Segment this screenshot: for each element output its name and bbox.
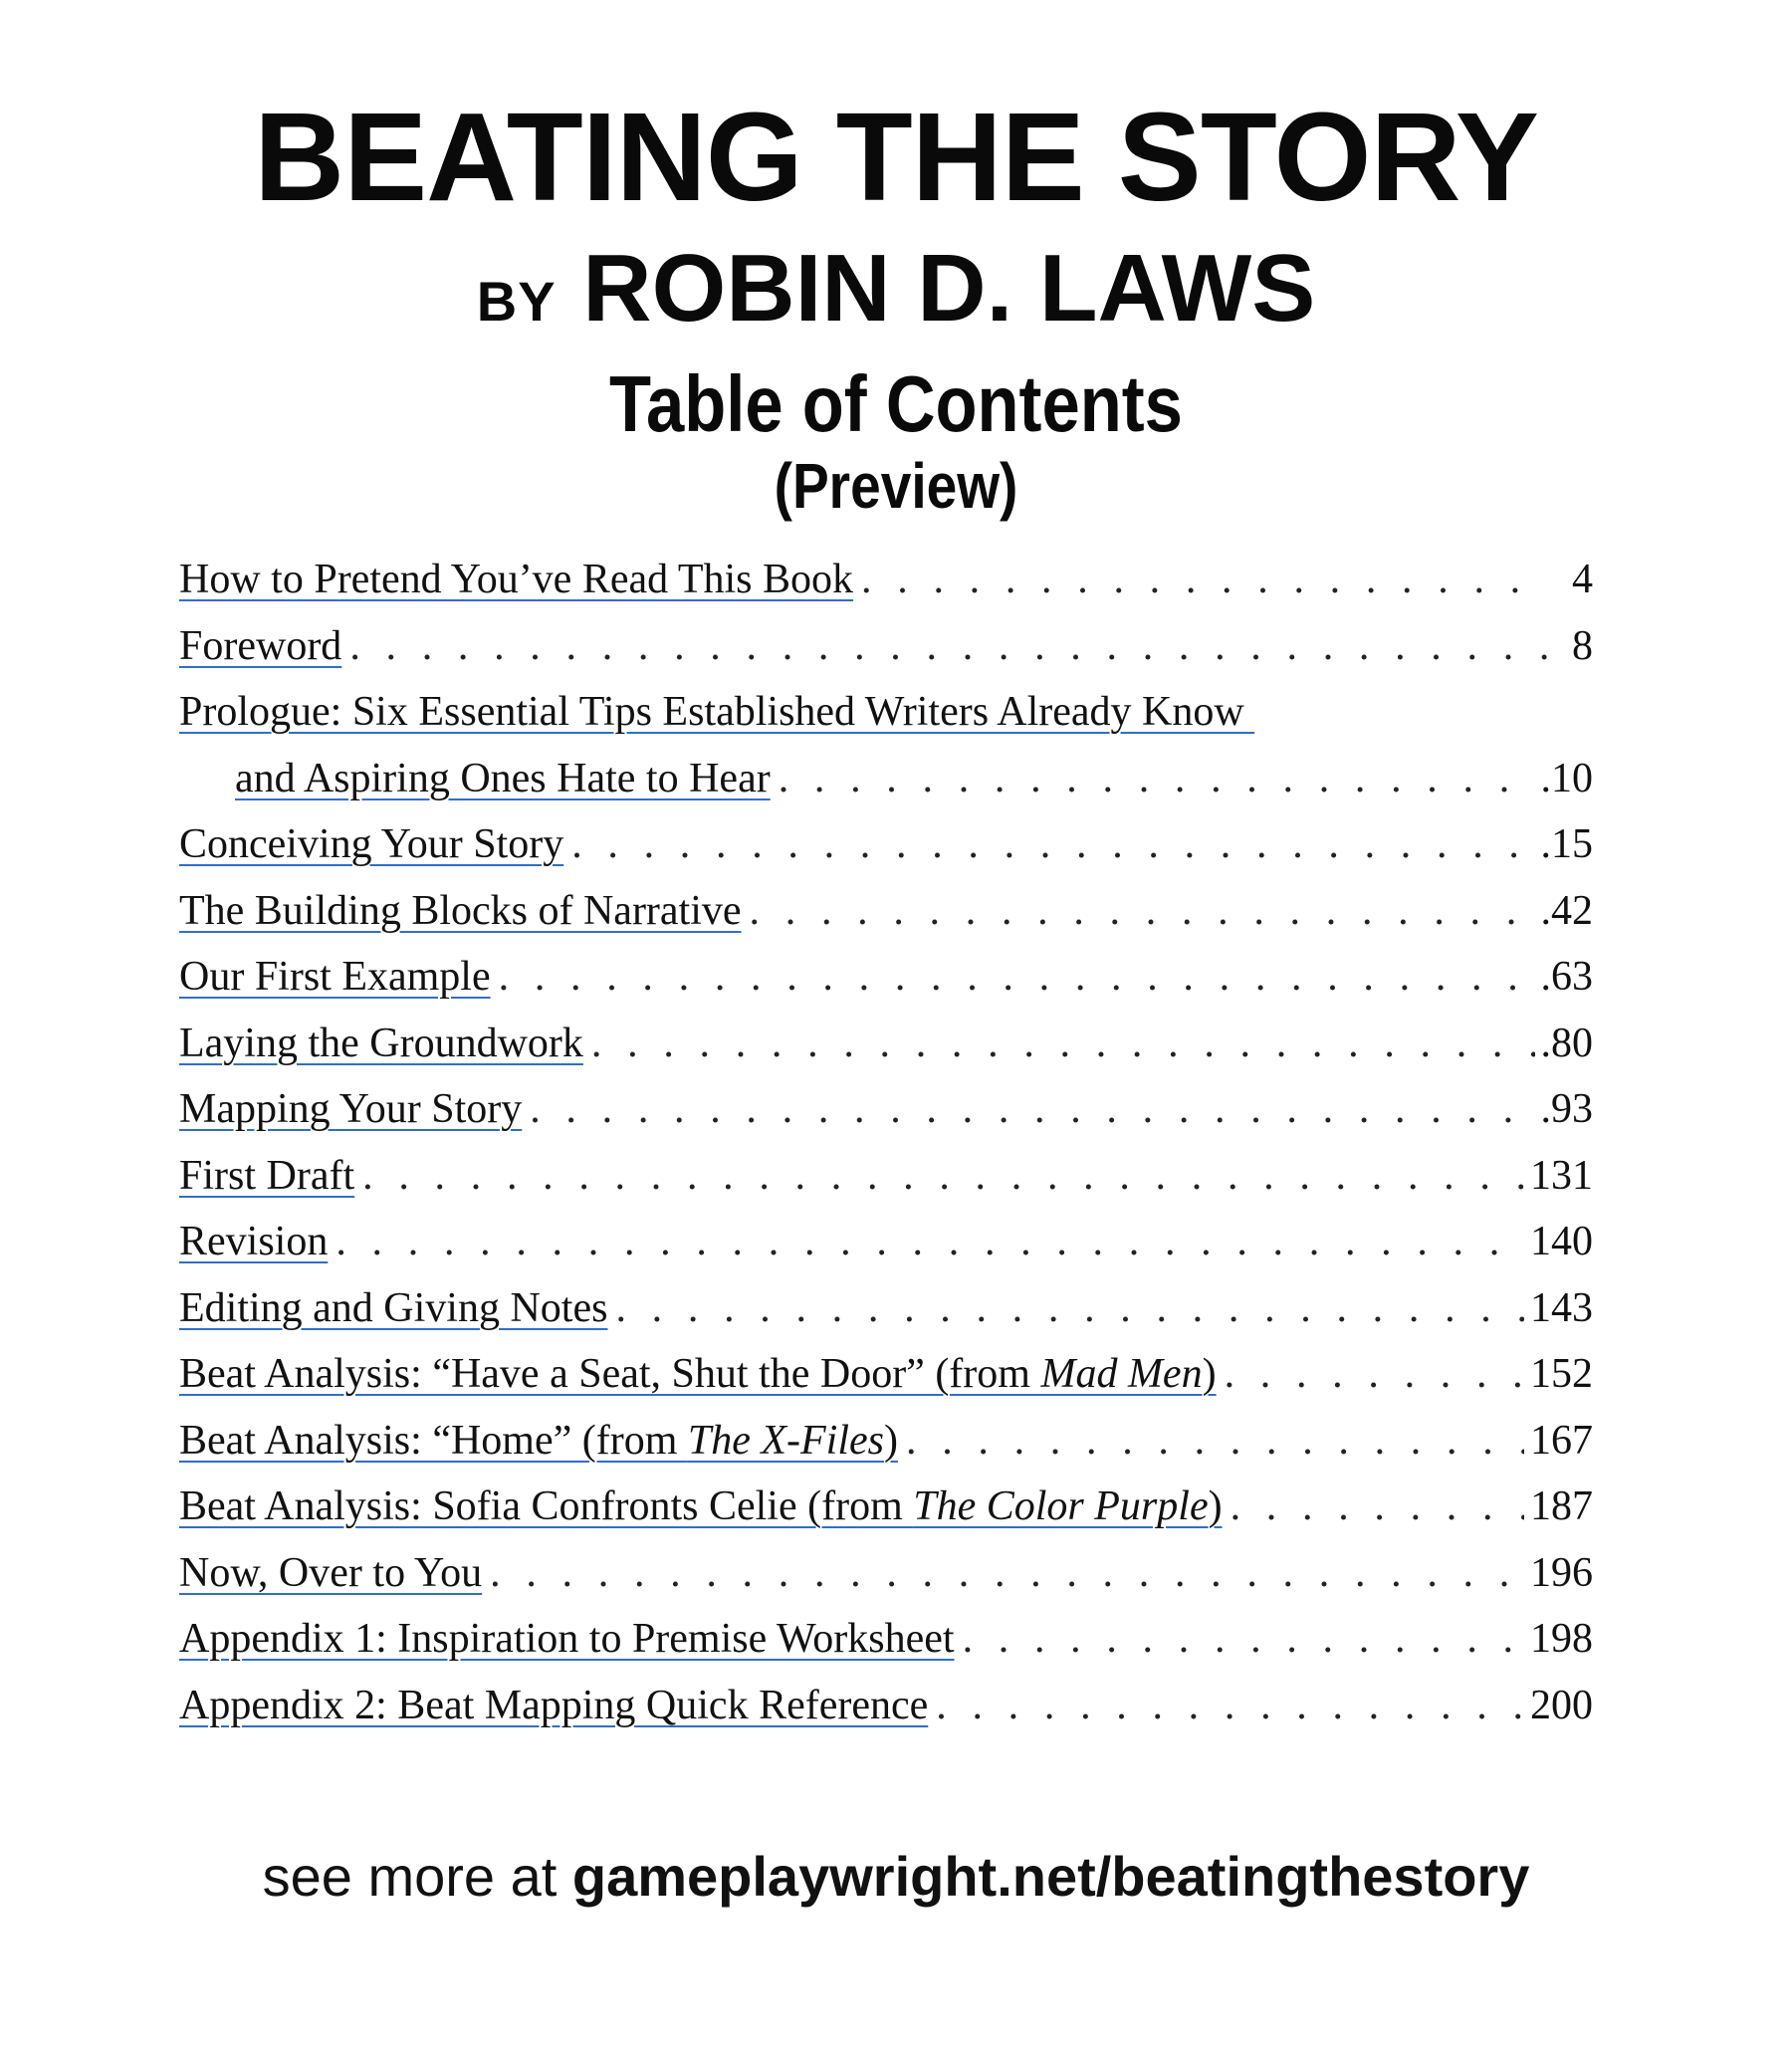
toc-entry (179, 1218, 1593, 1284)
toc-entry (179, 953, 1593, 1020)
toc-link[interactable]: Editing and Giving Notes (179, 1284, 608, 1331)
dot-leader (1225, 1350, 1524, 1398)
toc-page-number: 4 (1572, 557, 1593, 602)
toc-link[interactable]: Conceiving Your Story (179, 821, 564, 867)
toc-entry (179, 820, 1593, 887)
toc-link[interactable] (179, 1417, 898, 1465)
dot-leader (362, 1152, 1524, 1200)
toc-page-number: 140 (1530, 1219, 1593, 1264)
toc-entry (179, 1417, 1593, 1483)
dot-leader (861, 556, 1547, 603)
toc-page-number: .80 (1540, 1020, 1593, 1066)
toc-page-number: 198 (1530, 1616, 1593, 1662)
footer-url-link[interactable]: gameplaywright.net/beatingthestory (571, 1845, 1530, 1908)
toc-page-number: 8 (1572, 622, 1593, 669)
toc-link[interactable]: The Building Blocks of Narrative (179, 887, 742, 934)
dot-leader (906, 1417, 1524, 1465)
toc-page-number: 200 (1530, 1682, 1593, 1728)
toc-entry (179, 1482, 1593, 1549)
toc-page-number: .42 (1540, 887, 1593, 934)
toc-page-number: 143 (1530, 1284, 1593, 1331)
toc-entry (179, 622, 1593, 689)
toc-link-italic: Mad Men (1040, 1351, 1203, 1397)
dot-leader (1231, 1482, 1524, 1530)
toc-entry (179, 688, 1593, 755)
toc-entry (179, 1085, 1593, 1152)
toc-link[interactable]: and Aspiring Ones Hate to Hear (235, 755, 771, 801)
toc-link[interactable]: Mapping Your Story (179, 1086, 523, 1132)
toc-entry (179, 1615, 1593, 1682)
toc-page-number: .63 (1540, 954, 1593, 1000)
toc-link[interactable]: Appendix 1: Inspiration to Premise Worksheet (179, 1616, 955, 1662)
toc-link[interactable]: Foreword (179, 622, 342, 669)
toc-page-number: 167 (1530, 1417, 1593, 1464)
toc-link-italic: The X-Files (687, 1417, 884, 1464)
toc-entry (179, 887, 1593, 954)
toc-page-number: .10 (1540, 755, 1593, 801)
toc-page-number: 187 (1530, 1483, 1593, 1529)
author-name: ROBIN D. LAWS (582, 235, 1316, 341)
dot-leader (571, 820, 1534, 868)
dot-leader (530, 1085, 1534, 1133)
toc-link-text: ) (884, 1417, 898, 1464)
toc-link[interactable]: Appendix 2: Beat Mapping Quick Reference (179, 1682, 929, 1728)
toc-entry (179, 1152, 1593, 1219)
dot-leader (336, 1218, 1524, 1265)
toc-entry (179, 1549, 1593, 1616)
dot-leader (615, 1284, 1524, 1332)
toc-page-number: .15 (1540, 821, 1593, 867)
byline (0, 235, 1792, 351)
toc-page-number: 152 (1530, 1351, 1593, 1397)
toc-subheading: (Preview) (774, 450, 1018, 522)
toc-link[interactable]: Now, Over to You (179, 1549, 483, 1596)
dot-leader (936, 1682, 1524, 1729)
toc-link[interactable]: Prologue: Six Essential Tips Established Writers Already Know (179, 689, 1255, 735)
toc-heading: Table of Contents (609, 359, 1183, 448)
toc-link-italic: The Color Purple (913, 1483, 1209, 1529)
dot-leader (591, 1020, 1535, 1067)
toc-link-text: ) (1202, 1351, 1217, 1397)
toc-link[interactable] (179, 1350, 1217, 1398)
byline-by: BY (476, 270, 557, 333)
toc-link[interactable]: First Draft (179, 1152, 355, 1199)
toc-link[interactable]: Revision (179, 1219, 329, 1264)
dot-leader (349, 622, 1547, 670)
toc-entry (179, 1682, 1593, 1748)
toc-link[interactable]: Laying the Groundwork (179, 1020, 583, 1066)
toc-entry (179, 1350, 1593, 1417)
dot-leader (750, 887, 1535, 935)
toc-link[interactable]: How to Pretend You’ve Read This Book (179, 557, 854, 602)
footer (0, 1844, 1792, 1909)
toc-page-number: 131 (1530, 1152, 1593, 1199)
toc-page-number: 196 (1530, 1549, 1593, 1596)
toc-entry (179, 556, 1593, 622)
dot-leader (490, 1549, 1524, 1597)
dot-leader (963, 1615, 1524, 1663)
dot-leader (779, 755, 1535, 802)
footer-prefix: see more at (262, 1845, 572, 1908)
toc-entry (179, 1020, 1593, 1086)
table-of-contents (179, 556, 1593, 1747)
dot-leader (499, 953, 1535, 1001)
toc-link-text: Beat Analysis: “Home” (from (179, 1417, 688, 1464)
toc-entry (179, 1284, 1593, 1351)
toc-page-number: .93 (1540, 1086, 1593, 1132)
toc-link-text: ) (1208, 1483, 1223, 1529)
toc-link[interactable]: Our First Example (179, 954, 491, 1000)
toc-link-text: Beat Analysis: “Have a Seat, Shut the Door” (from (179, 1351, 1041, 1397)
toc-link-text: Beat Analysis: Sofia Confronts Celie (from (179, 1483, 914, 1529)
book-title: BEATING THE STORY (254, 87, 1538, 227)
toc-entry (179, 755, 1593, 821)
toc-link[interactable] (179, 1482, 1223, 1530)
